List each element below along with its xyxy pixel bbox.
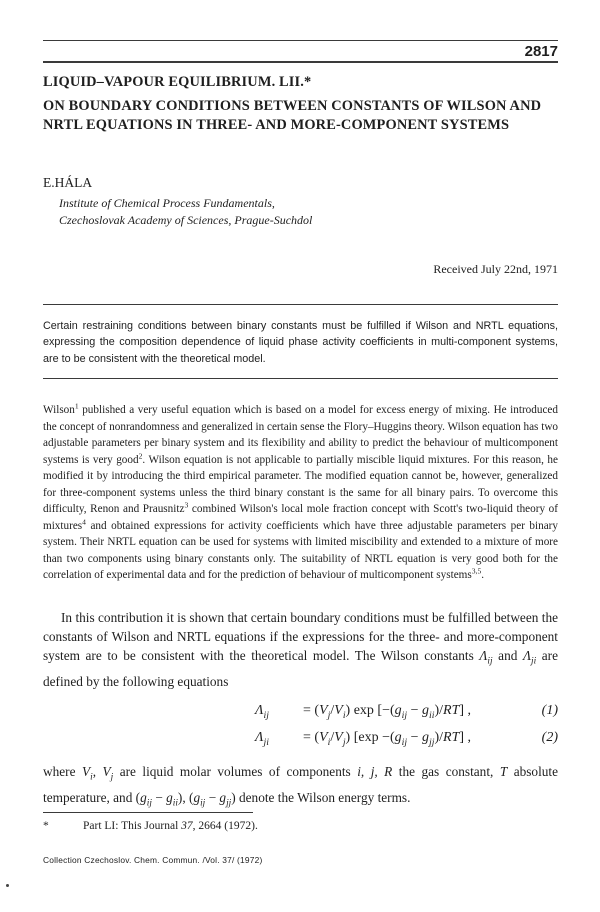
text: are liquid molar volumes of components	[113, 764, 358, 779]
body-text: In this contribution it is shown that certain boundary conditions must be fulfilled between the constants of Wilson and NRTL equations if the expressions for the three- and more-component system are to be consistent with the theoretical model. The Wilson constants	[43, 610, 558, 664]
body-paragraph	[43, 608, 558, 691]
equation-explanation: where $V_i$, $V_j$ are liquid molar volumes of components i, j, R the gas constant, T absolute temperature, and $(g_{ij} - g_{ii})$, $(g_{ij} - g_{jj})$ denote the Wilson energy terms.	[43, 764, 559, 809]
equation-lhs	[255, 730, 269, 748]
equation-rhs: = $(V_i/V_j)$ $[\exp -(g_{ij} - g_{jj})/RT]$ ,	[303, 730, 472, 748]
header-rule	[43, 61, 558, 63]
scan-speck	[6, 884, 9, 887]
page-number: 2817	[524, 43, 558, 60]
footnote	[43, 820, 258, 832]
equation-number: (2)	[541, 730, 558, 745]
intro-text-5: and obtained expressions for activity coefficients which have three adjustable parameters per binary system. Their NRTL equation can be used for systems with limited miscibility and extended to a mixture of more than two components using binary constants only. The suitability of NRTL equation is very good both for the correlation of experimental data and for the prediction of behaviour of multicomponent systems	[43, 519, 558, 581]
equation-1	[43, 703, 558, 723]
lambda-symbol: Λ	[255, 703, 264, 718]
affiliation-line-1: Institute of Chemical Process Fundamentals,	[59, 196, 275, 210]
ref-3-5: 3,5	[471, 566, 482, 576]
ref-2: 2	[138, 450, 143, 460]
subscript-ij: ij	[487, 657, 493, 668]
ref-4: 4	[82, 516, 86, 526]
intro-text-6: .	[481, 569, 485, 581]
footnote-mark: *	[43, 820, 49, 832]
intro-paragraph	[43, 402, 558, 584]
text: the gas constant,	[392, 764, 500, 779]
author-name: E.HÁLA	[43, 175, 93, 190]
body-text-tail: are defined by the following equations	[43, 648, 558, 690]
equation-rhs: = $(V_j/V_i)$ $\exp [-(g_{ij} - g_{ii})/RT]$ ,	[303, 703, 472, 721]
received-date: Received July 22nd, 1971	[433, 262, 558, 276]
intro-text-4: combined Wilson's local mole fraction concept with Scott's two-liquid theory of mixtures	[43, 503, 559, 532]
body-and: and	[492, 648, 523, 664]
equation-2	[43, 730, 558, 750]
intro-text-1: Wilson	[43, 404, 75, 416]
ref-1: 1	[74, 401, 79, 411]
lambda-symbol: Λ	[479, 648, 488, 664]
affiliation-line-2: Czechoslovak Academy of Sciences, Prague-Suchdol	[59, 213, 313, 227]
abstract: Certain restraining conditions between binary constants must be fulfilled if Wilson and NRTL equations, expressing the composition dependence of liquid phase activity coefficients in multi-component systems, are to be consistent with the theoretical model.	[43, 320, 558, 365]
subscript: ji	[263, 736, 269, 748]
footnote-text-rest: , 2664 (1972).	[192, 820, 258, 832]
footnote-rule	[43, 812, 253, 813]
article-title-series: LIQUID–VAPOUR EQUILIBRIUM. LII.*	[43, 74, 312, 90]
affiliation	[59, 195, 312, 229]
equation-lhs	[255, 703, 269, 721]
text: absolute temperature, and	[43, 764, 559, 806]
top-rule	[43, 40, 558, 41]
abstract-bottom-rule	[43, 378, 558, 379]
intro-text-3: . Wilson equation is not applicable to partially miscible liquid mixtures. For this reason, he modified it by introducing the third empirical parameter. The modified equation cannot be, however, generalized for three-component systems unless the third binary constant is the same for all binary pairs. To overcome this difficulty, Renon and Prausnitz	[43, 453, 558, 515]
lambda-symbol: Λ	[255, 730, 264, 745]
footnote-text: Part LI: This Journal	[83, 820, 182, 832]
text: denote the Wilson energy terms.	[235, 790, 411, 806]
journal-footer: Collection Czechoslov. Chem. Commun. /Vol. 37/ (1972)	[43, 855, 263, 865]
footnote-volume: 37	[181, 820, 193, 832]
article-title: ON BOUNDARY CONDITIONS BETWEEN CONSTANTS OF WILSON AND NRTL EQUATIONS IN THREE- AND MORE-COMPONENT SYSTEMS	[43, 98, 542, 133]
subscript: ij	[263, 709, 269, 721]
equation-number: (1)	[541, 703, 558, 718]
lambda-symbol: Λ	[522, 648, 531, 664]
abstract-top-rule	[43, 304, 558, 305]
text: where	[43, 764, 82, 779]
ref-3: 3	[184, 500, 189, 510]
subscript-ji: ji	[531, 657, 537, 668]
intro-text-2: published a very useful equation which is based on a model for excess energy of mixing. He introduced the concept of nonrandomness and generalized in certain sense the Flory–Huggins theory. Wilson equation has two adjustable parameters per binary system and its flexibility and ability to predict the behaviour of multicomponent systems is very good	[43, 404, 558, 466]
